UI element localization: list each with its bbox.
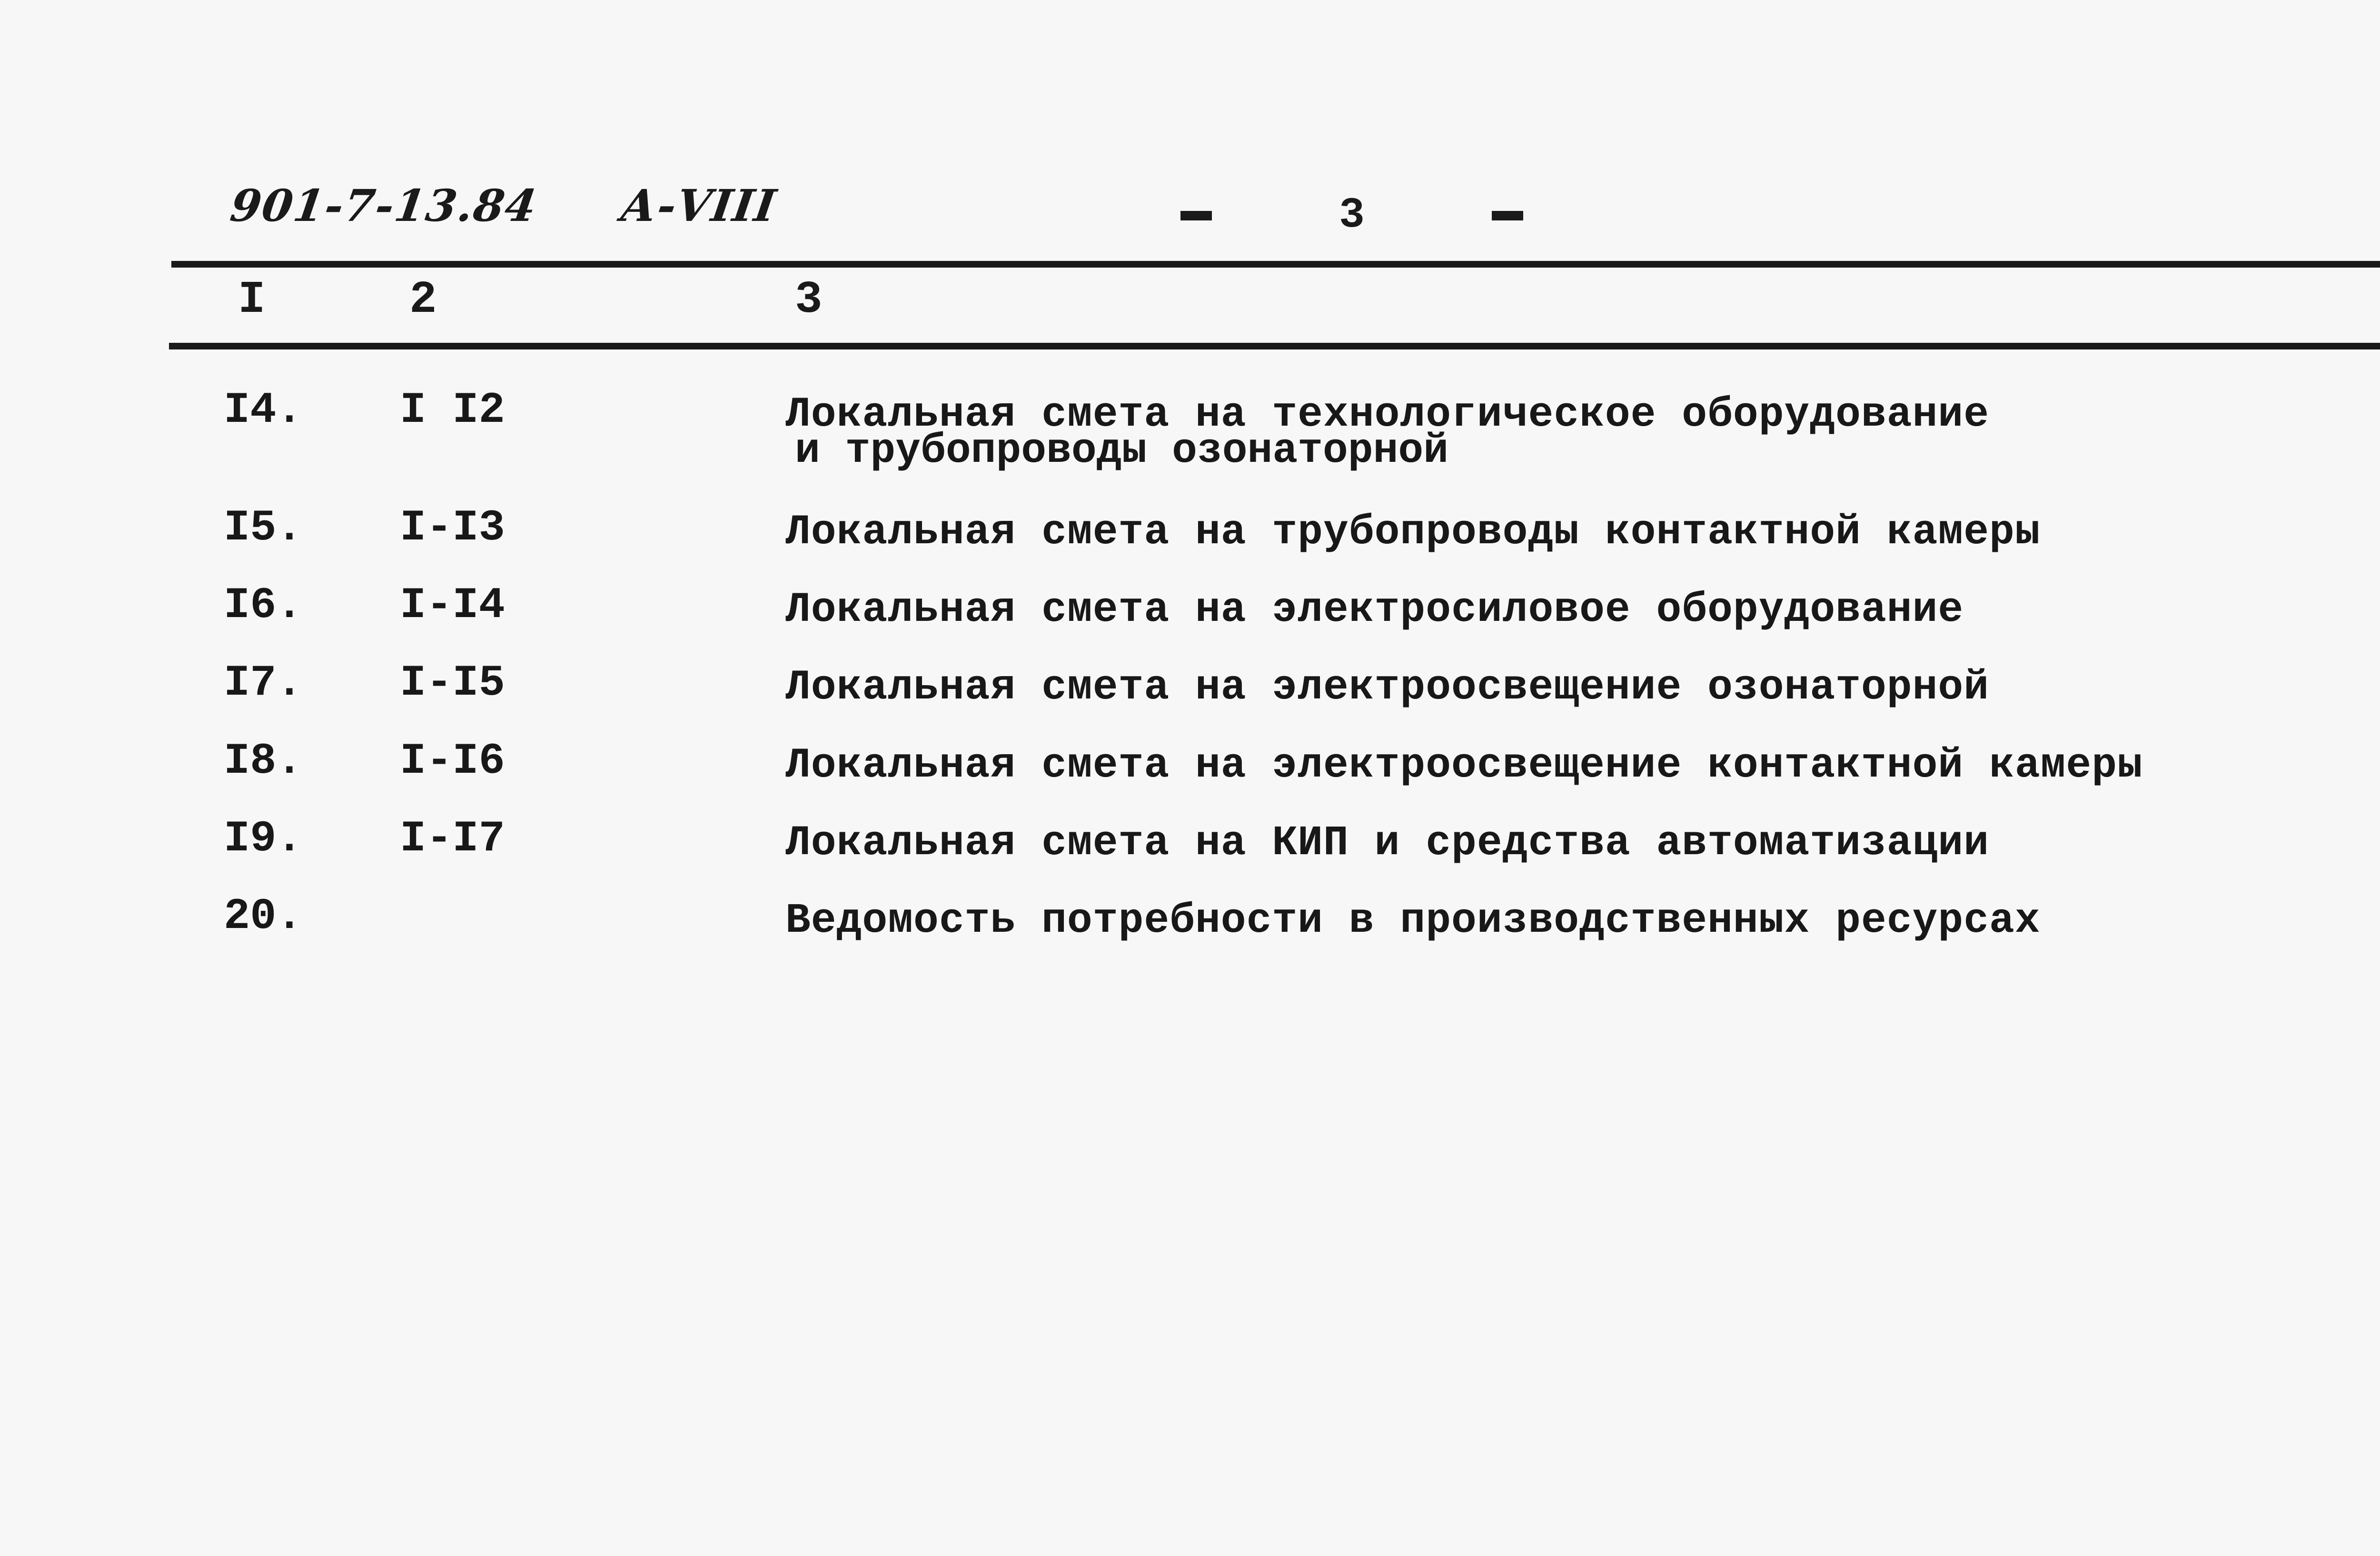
table-row [0, 385, 2380, 495]
row-code: I-I7 [400, 814, 505, 864]
sheet-designation: А-VIII [617, 180, 780, 231]
row-code: I-I6 [400, 736, 505, 786]
row-code: I-I4 [400, 580, 505, 630]
table-row [0, 658, 2380, 739]
row-number: I6. [224, 580, 303, 630]
row-title: Локальная смета на электроосвещение контактной камеры [785, 742, 2143, 789]
table-row [0, 814, 2380, 895]
row-title-continued: и трубопроводы озонаторной [795, 428, 1449, 475]
table-header-rule [169, 343, 2380, 349]
page-number-dash-left [1180, 211, 1212, 220]
row-code: I-I3 [400, 503, 505, 553]
page-number-value: 3 [1339, 191, 1365, 240]
row-code: I I2 [400, 385, 505, 435]
row-number: I7. [224, 658, 303, 708]
row-title: Локальная смета на трубопроводы контактной камеры [785, 509, 2041, 556]
row-number: I4. [224, 385, 303, 435]
row-code: I-I5 [400, 658, 505, 708]
column-header-3: 3 [795, 274, 823, 326]
table-row [0, 503, 2380, 584]
table-top-rule [171, 261, 2380, 268]
row-number: I9. [224, 814, 303, 864]
document-code: 901-7-13.84 [227, 180, 541, 231]
row-number: I8. [224, 736, 303, 786]
row-title: Ведомость потребности в производственных ресурсах [785, 898, 2041, 945]
row-title: Локальная смета на электроосвещение озонаторной [785, 664, 1990, 711]
column-header-2: 2 [409, 274, 437, 326]
row-number: I5. [224, 503, 303, 553]
table-row [0, 736, 2380, 818]
column-header-1: I [238, 274, 266, 326]
table-row [0, 580, 2380, 662]
page-number-dash-right [1492, 211, 1523, 220]
row-title: Локальная смета на КИП и средства автоматизации [785, 820, 1990, 867]
table-row [0, 891, 2380, 973]
row-title: Локальная смета на технологическое оборудование [785, 391, 1990, 439]
row-number: 20. [224, 891, 303, 941]
page-number [1180, 191, 1523, 240]
row-title: Локальная смета на электросиловое оборудование [785, 587, 1964, 634]
